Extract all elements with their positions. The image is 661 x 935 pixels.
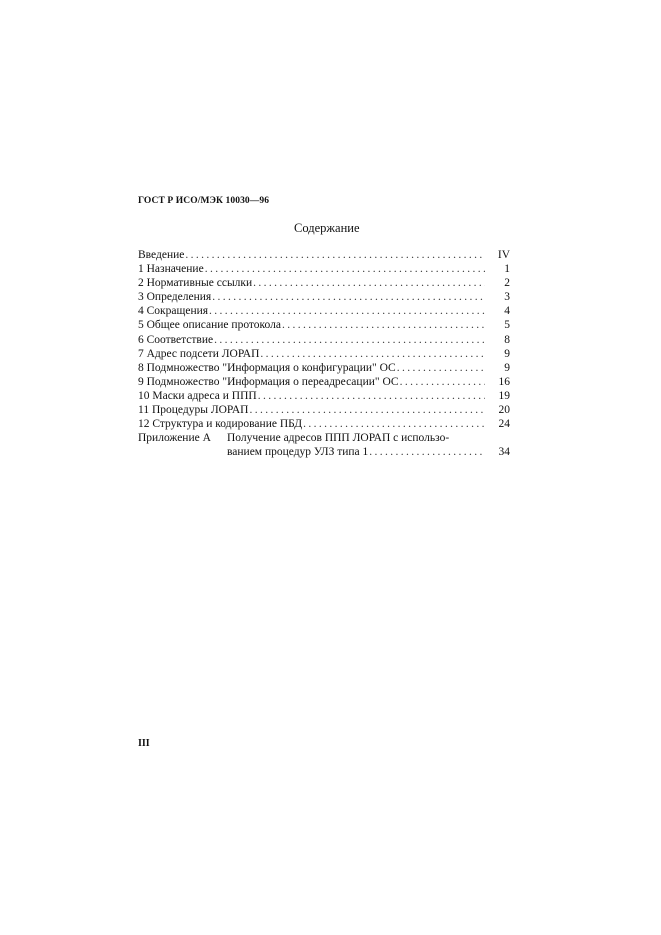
- appendix-prefix: Приложение А: [138, 432, 211, 445]
- appendix-title-line-1: Получение адресов ППП ЛОРАП с использо-: [227, 432, 450, 445]
- page-number: III: [138, 738, 150, 749]
- toc-title: Содержание: [294, 221, 360, 235]
- toc-entry: [138, 333, 510, 347]
- toc-leader-dots: [249, 403, 485, 417]
- toc-appendix-entry: [138, 431, 510, 445]
- toc-entry: [138, 304, 510, 318]
- toc-leader-dots: [253, 276, 485, 290]
- toc-entry: [138, 262, 510, 276]
- toc-leader-dots: [303, 417, 485, 431]
- toc-entry: [138, 318, 510, 332]
- toc-appendix-continuation: [138, 445, 510, 459]
- toc-entry-label: 2 Нормативные ссылки: [138, 277, 253, 290]
- toc-entry-label: 5 Общее описание протокола: [138, 319, 281, 332]
- toc-entry-label: 12 Структура и кодирование ПБД: [138, 418, 303, 431]
- toc-entry-label: 3 Определения: [138, 291, 212, 304]
- toc-entry-label: 10 Маски адреса и ППП: [138, 389, 257, 402]
- toc-entry-page: 3: [504, 291, 510, 304]
- toc-entry-page: 20: [498, 404, 510, 417]
- toc-entry-page: 1: [504, 263, 510, 276]
- toc-leader-dots: [214, 333, 485, 347]
- toc-leader-dots: [258, 389, 485, 403]
- toc-leader-dots: [185, 248, 485, 262]
- toc-entry-page: 16: [498, 375, 510, 388]
- toc-entry-page: 5: [504, 319, 510, 332]
- toc-leader-dots: [209, 304, 485, 318]
- appendix-page: 34: [498, 446, 510, 459]
- toc-entry-label: 1 Назначение: [138, 263, 204, 276]
- toc-leader-dots: [282, 318, 485, 332]
- toc-entry: [138, 276, 510, 290]
- toc-entry-page: 4: [504, 305, 510, 318]
- toc-leader-dots: [400, 375, 485, 389]
- toc-entry-page: 19: [498, 389, 510, 402]
- toc-leader-dots: [260, 347, 485, 361]
- toc-entry-page: IV: [497, 249, 510, 261]
- toc-leader-dots: [369, 445, 485, 459]
- toc-leader-dots: [397, 361, 485, 375]
- toc-entry-label: 9 Подмножество "Информация о переадресации" ОС: [138, 375, 399, 388]
- toc-leader-dots: [205, 262, 485, 276]
- toc-entry: [138, 403, 510, 417]
- toc-entry-page: 24: [498, 418, 510, 431]
- toc-leader-dots: [212, 290, 485, 304]
- toc-entry-label: 8 Подмножество "Информация о конфигурации" ОС: [138, 361, 396, 374]
- table-of-contents: [138, 248, 510, 459]
- toc-entry: [138, 417, 510, 431]
- toc-entry-label: Введение: [138, 249, 185, 261]
- toc-entry-page: 2: [504, 277, 510, 290]
- toc-entry: [138, 290, 510, 304]
- toc-entry-page: 9: [504, 347, 510, 360]
- toc-entry-label: 4 Сокращения: [138, 305, 209, 318]
- toc-entry-label: 6 Соответствие: [138, 333, 214, 346]
- toc-entry: [138, 361, 510, 375]
- toc-entry-label: 11 Процедуры ЛОРАП: [138, 404, 249, 417]
- toc-entry-page: 9: [504, 361, 510, 374]
- toc-entry-label: 7 Адрес подсети ЛОРАП: [138, 347, 260, 360]
- appendix-title-line-2: ванием процедур УЛЗ типа 1: [227, 446, 369, 459]
- toc-entry: [138, 248, 510, 262]
- toc-entry: [138, 375, 510, 389]
- toc-entry-page: 8: [504, 333, 510, 346]
- toc-entry: [138, 389, 510, 403]
- toc-entry: [138, 347, 510, 361]
- document-code: ГОСТ Р ИСО/МЭК 10030—96: [138, 196, 270, 206]
